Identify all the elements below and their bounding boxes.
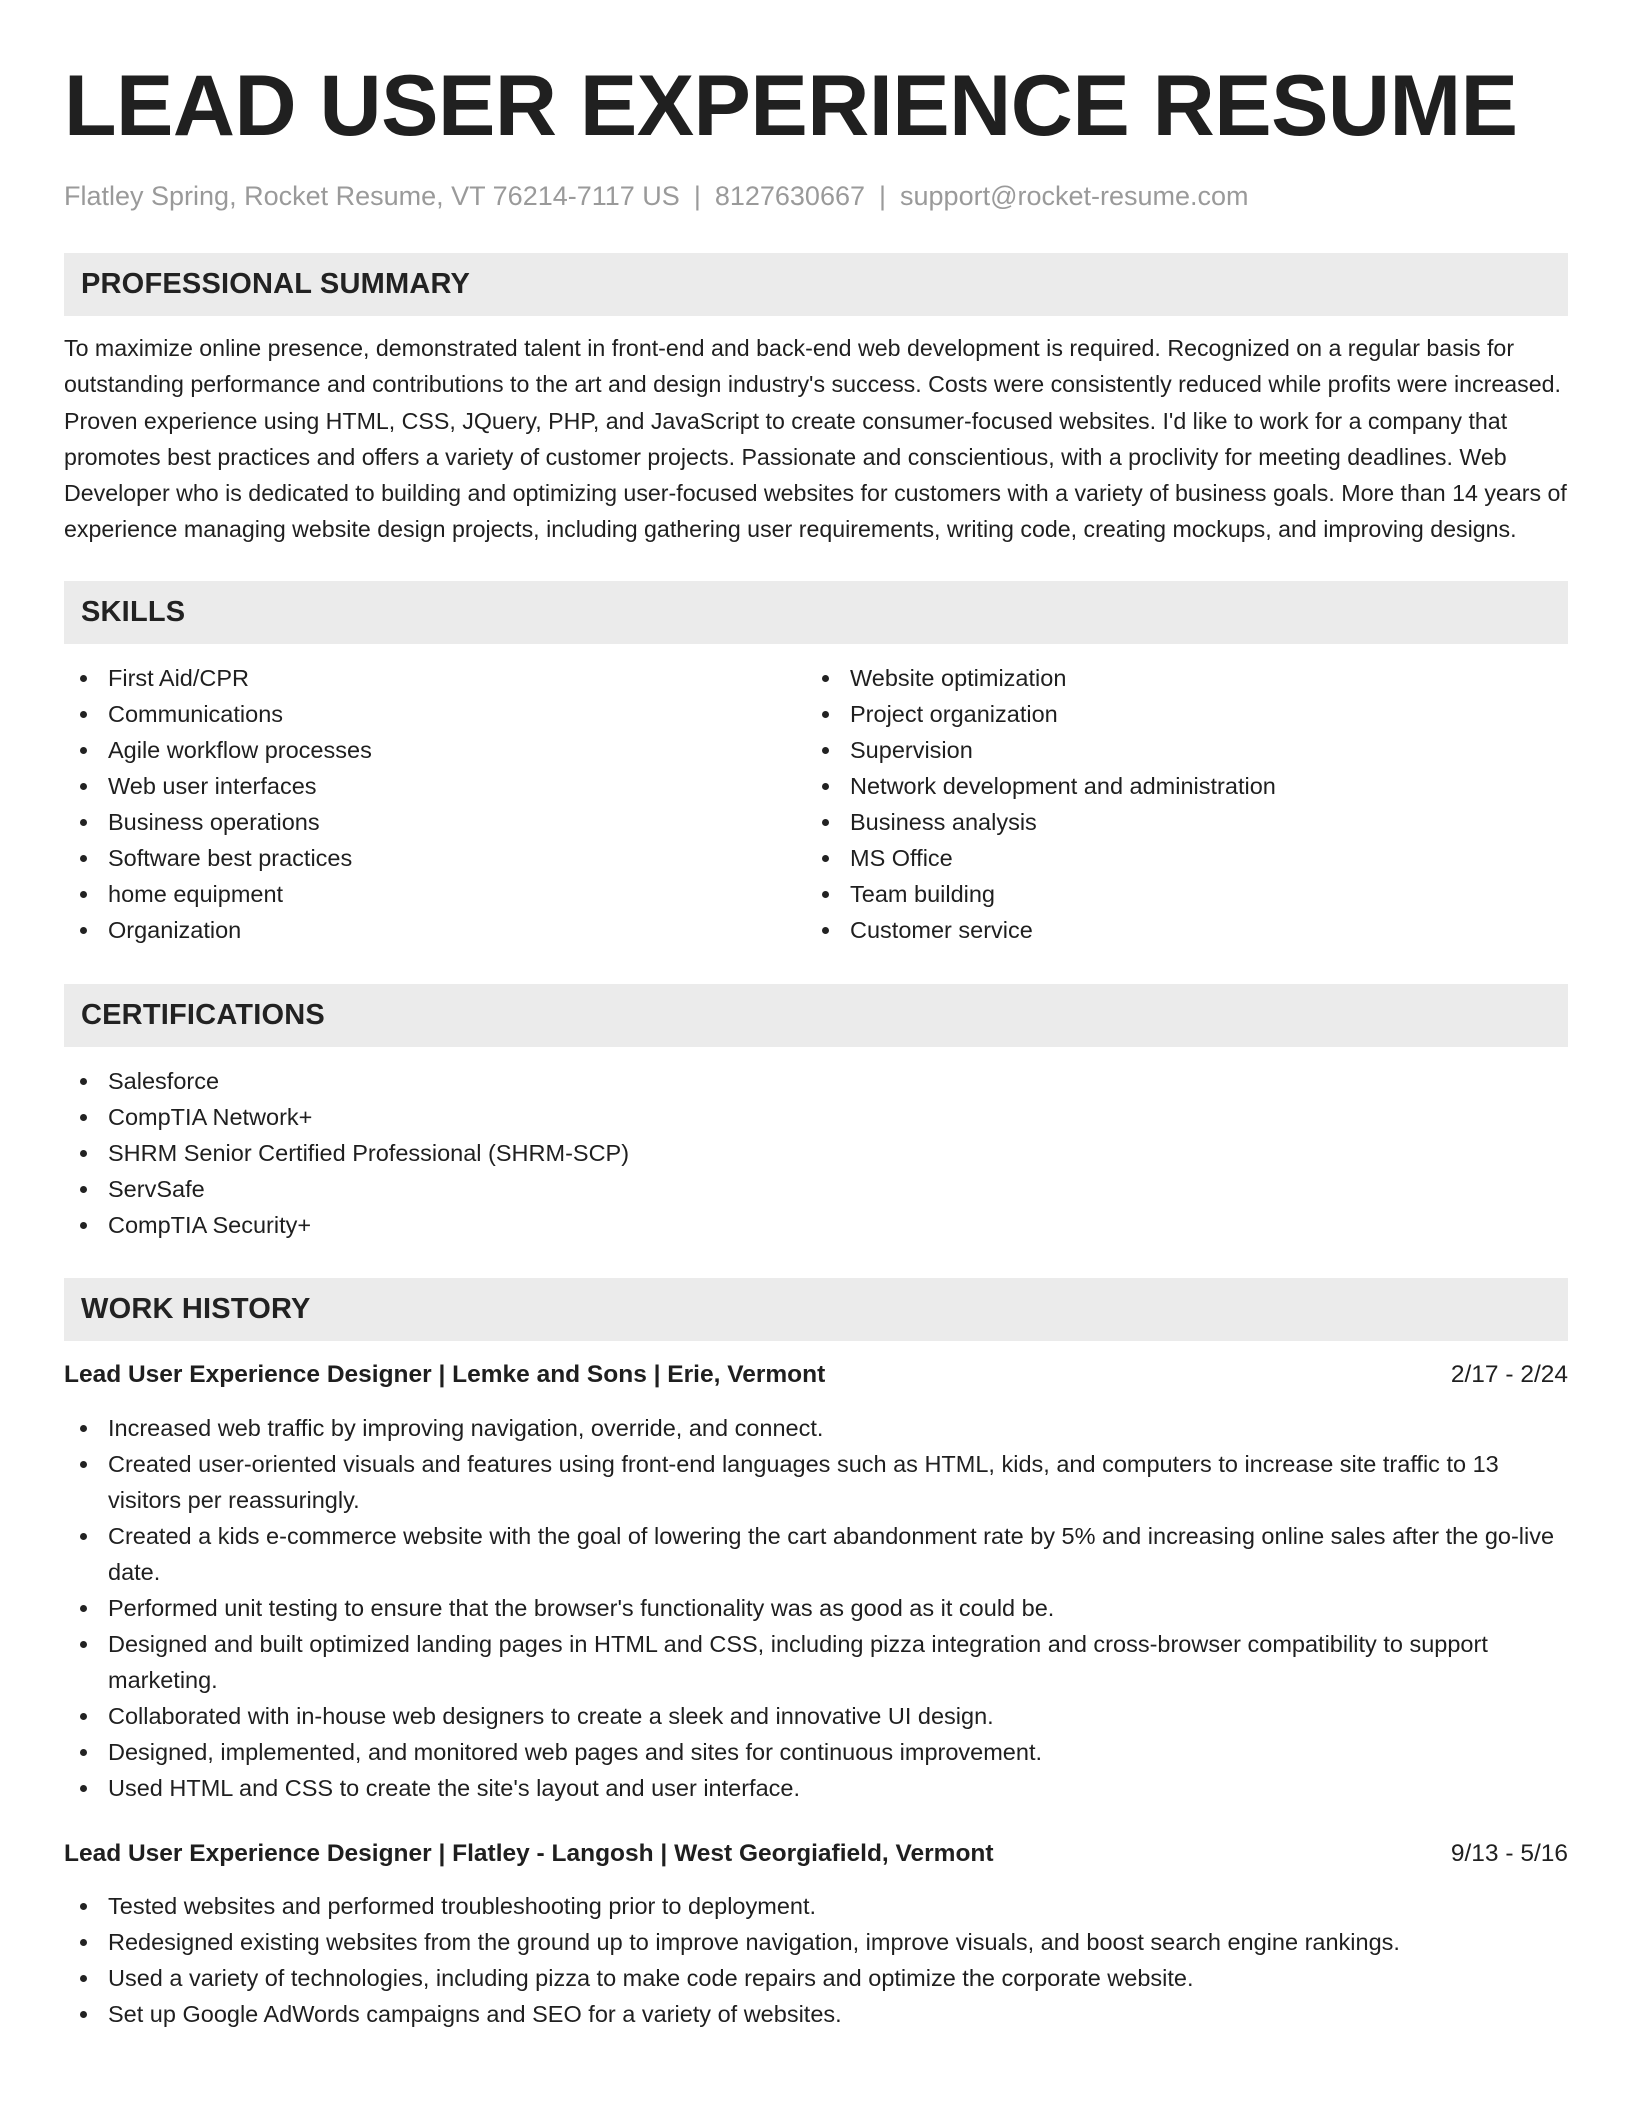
skill-item: Communications (64, 696, 806, 732)
job-bullet: Created a kids e-commerce website with the goal of lowering the cart abandonment rate by 5% and increasing online sales after the go-live date. (64, 1518, 1568, 1590)
skills-list-right (806, 660, 1548, 948)
job-bullet: Redesigned existing websites from the ground up to improve navigation, improve visuals, and boost search engine rankings. (64, 1924, 1568, 1960)
job-bullet: Created user-oriented visuals and features using front-end languages such as HTML, kids, and computers to increase site traffic to 13 visitors per reassuringly. (64, 1446, 1568, 1518)
contact-separator: | (693, 181, 701, 211)
certification-item: CompTIA Security+ (64, 1207, 1568, 1243)
skill-item: Organization (64, 912, 806, 948)
job-header (64, 1357, 1568, 1393)
certification-item: ServSafe (64, 1171, 1568, 1207)
skill-item: Web user interfaces (64, 768, 806, 804)
section-header-certifications: CERTIFICATIONS (64, 984, 1568, 1047)
job-bullet: Tested websites and performed troubleshooting prior to deployment. (64, 1888, 1568, 1924)
job-bullet: Collaborated with in-house web designers to create a sleek and innovative UI design. (64, 1698, 1568, 1734)
job-bullet: Designed, implemented, and monitored web pages and sites for continuous improvement. (64, 1734, 1568, 1770)
contact-separator: | (879, 181, 887, 211)
contact-phone: 8127630667 (714, 181, 865, 211)
contact-line (64, 178, 1568, 214)
skill-item: Website optimization (806, 660, 1548, 696)
skill-item: Project organization (806, 696, 1548, 732)
skill-item: Customer service (806, 912, 1548, 948)
section-header-summary: PROFESSIONAL SUMMARY (64, 253, 1568, 316)
job-bullet: Used a variety of technologies, including pizza to make code repairs and optimize the corporate website. (64, 1960, 1568, 1996)
job-bullet: Used HTML and CSS to create the site's layout and user interface. (64, 1770, 1568, 1806)
job-title: Lead User Experience Designer | Flatley - Langosh | West Georgiafield, Vermont (64, 1839, 994, 1867)
certification-item: CompTIA Network+ (64, 1099, 1568, 1135)
job-bullet: Set up Google AdWords campaigns and SEO for a variety of websites. (64, 1996, 1568, 2032)
job-title: Lead User Experience Designer | Lemke and Sons | Erie, Vermont (64, 1360, 826, 1388)
certifications-section (64, 984, 1568, 1243)
skill-item: Supervision (806, 732, 1548, 768)
certification-item: Salesforce (64, 1063, 1568, 1099)
certifications-list (64, 1063, 1568, 1243)
section-header-work-history: WORK HISTORY (64, 1278, 1568, 1341)
section-header-skills: SKILLS (64, 581, 1568, 644)
contact-address: Flatley Spring, Rocket Resume, VT 76214-7117 US (64, 181, 680, 211)
skills-list-left (64, 660, 806, 948)
job-bullets (64, 1888, 1568, 2032)
skill-item: Business analysis (806, 804, 1548, 840)
job-dates: 9/13 - 5/16 (1450, 1839, 1568, 1867)
skills-grid (64, 660, 1568, 948)
skill-item: Team building (806, 876, 1548, 912)
skill-item: First Aid/CPR (64, 660, 806, 696)
summary-text: To maximize online presence, demonstrated talent in front-end and back-end web development is required. Recognized on a regular basis for outstanding performance and contributions to the art and design industry's success. Costs were consistently reduced while profits were increased. Proven experience using HTML, CSS, JQuery, PHP, and JavaScript to create consumer-focused websites. I'd like to work for a company that promotes best practices and offers a variety of customer projects. Passionate and conscientious, with a proclivity for meeting deadlines. Web Developer who is dedicated to building and optimizing user-focused websites for customers with a variety of business goals. More than 14 years of experience managing website design projects, including gathering user requirements, writing code, creating mockups, and improving designs. (64, 335, 1567, 543)
contact-email: support@rocket-resume.com (900, 181, 1249, 211)
job-bullet: Designed and built optimized landing pages in HTML and CSS, including pizza integration and cross-browser compatibility to support marketing. (64, 1626, 1568, 1698)
skill-item: Agile workflow processes (64, 732, 806, 768)
skill-item: Software best practices (64, 840, 806, 876)
skill-item: Business operations (64, 804, 806, 840)
job-bullet: Increased web traffic by improving navigation, override, and connect. (64, 1410, 1568, 1446)
job-entry (64, 1836, 1568, 2032)
skill-item: MS Office (806, 840, 1548, 876)
job-dates: 2/17 - 2/24 (1450, 1360, 1568, 1388)
certification-item: SHRM Senior Certified Professional (SHRM-SCP) (64, 1135, 1568, 1171)
job-bullet: Performed unit testing to ensure that the browser's functionality was as good as it could be. (64, 1590, 1568, 1626)
skills-section (64, 581, 1568, 948)
skill-item: Network development and administration (806, 768, 1548, 804)
work-history-section (64, 1278, 1568, 2032)
job-bullets (64, 1410, 1568, 1806)
skill-item: home equipment (64, 876, 806, 912)
resume-title: LEAD USER EXPERIENCE RESUME (64, 58, 1518, 154)
job-entry (64, 1357, 1568, 1806)
job-header (64, 1836, 1568, 1872)
summary-section (64, 253, 1568, 548)
resume-page (64, 56, 1568, 2032)
